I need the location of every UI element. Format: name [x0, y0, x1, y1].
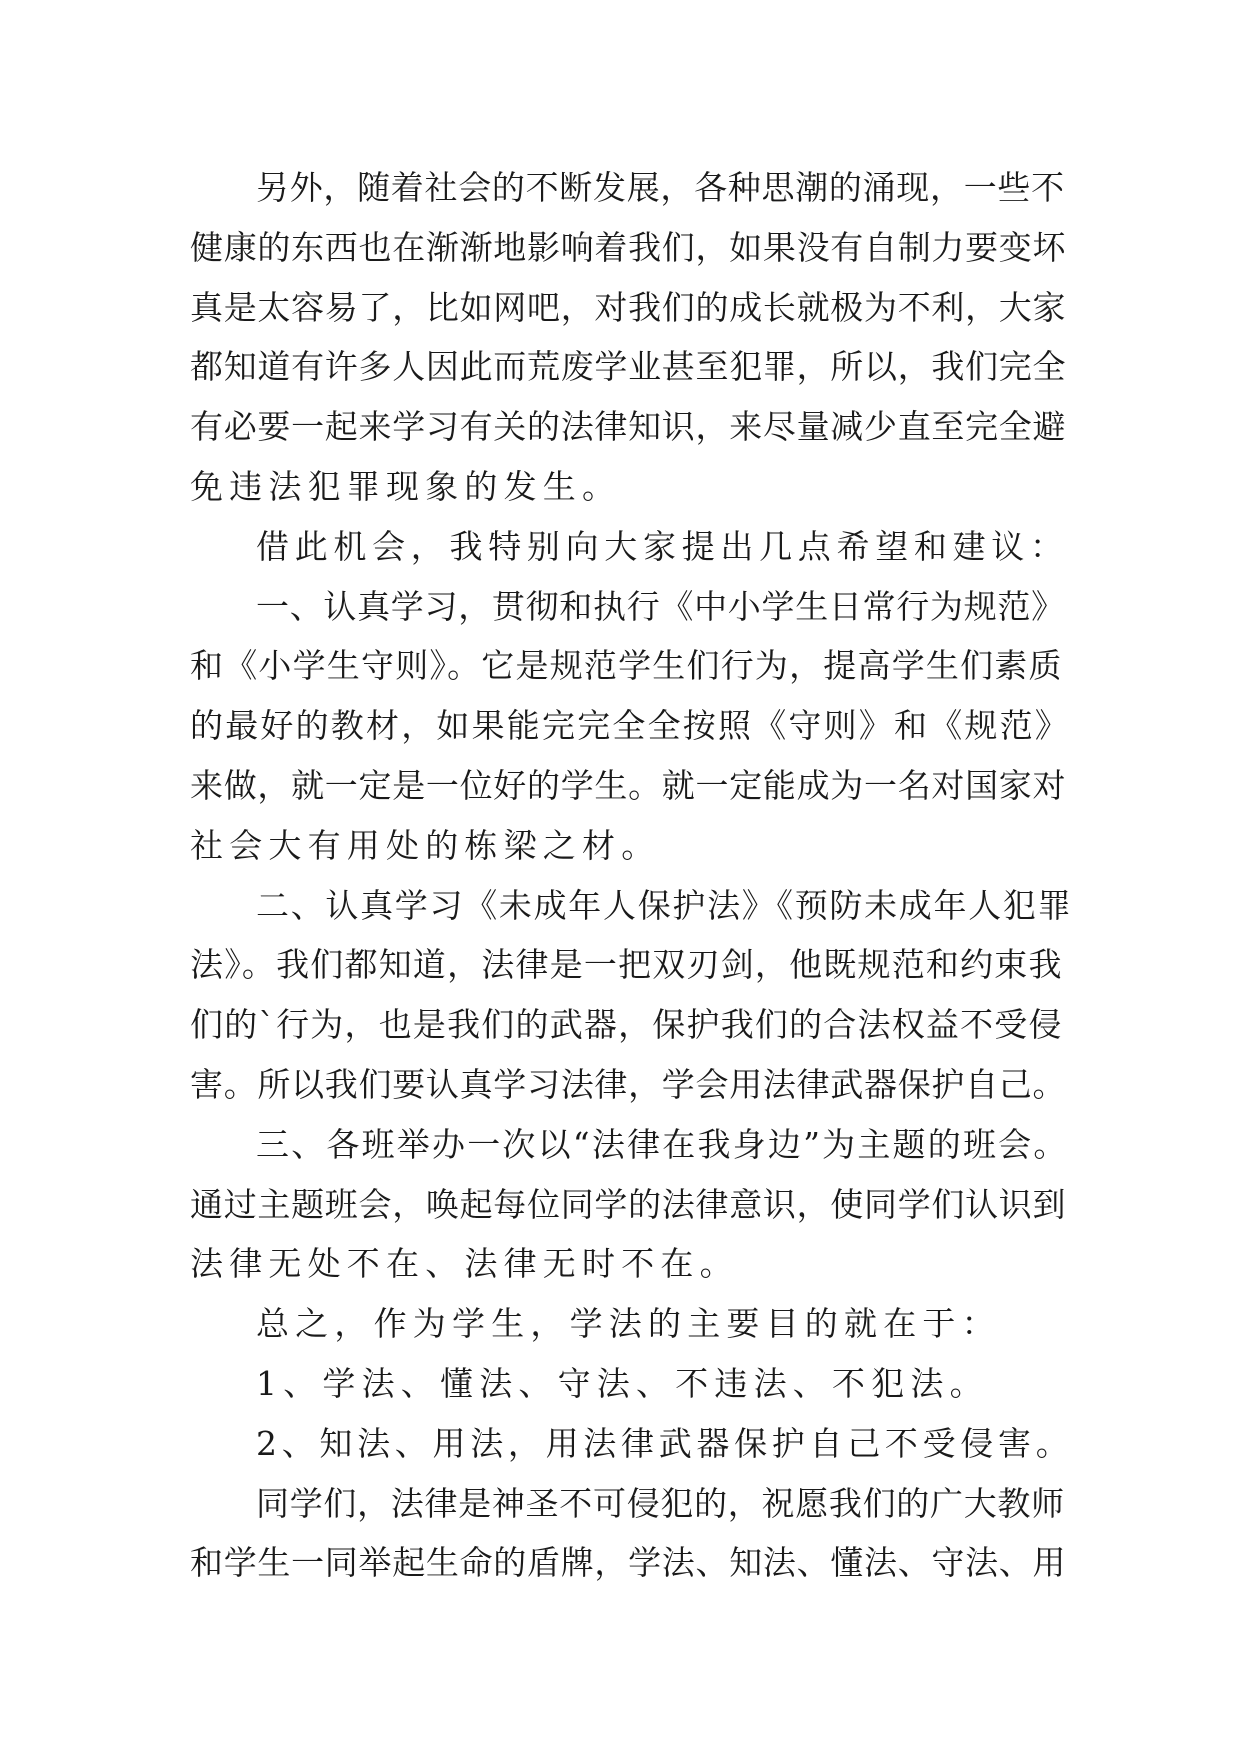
text-line: 通过主题班会，唤起每位同学的法律意识，使同学们认识到: [190, 1184, 1067, 1224]
text-line: 法》。我们都知道，法律是一把双刃剑，他既规范和约束我: [190, 945, 1063, 985]
text-line: 总之，作为学生，学法的主要目的就在于：: [256, 1304, 1001, 1344]
text-line: 免违法犯罪现象的发生。: [190, 466, 622, 506]
text-line: 害。所以我们要认真学习法律，学会用法律武器保护自己。: [190, 1064, 1067, 1104]
text-line: 法律无处不在、法律无时不在。: [190, 1244, 739, 1284]
text-line: 和学生一同举起生命的盾牌，学法、知法、懂法、守法、用: [190, 1543, 1067, 1583]
text-line: 1、学法、懂法、守法、不违法、不犯法。: [256, 1363, 989, 1403]
text-line: 社会大有用处的栋梁之材。: [190, 825, 661, 865]
document-body: [190, 158, 1075, 1593]
text-line: 一、认真学习，贯彻和执行《中小学生日常行为规范》: [256, 586, 1065, 626]
text-line: 真是太容易了，比如网吧，对我们的成长就极为不利，大家: [190, 287, 1067, 327]
text-line: 二、认真学习《未成年人保护法》《预防未成年人犯罪: [256, 885, 1073, 925]
text-line: 来做，就一定是一位好的学生。就一定能成为一名对国家对: [190, 765, 1067, 805]
text-line: 借此机会，我特别向大家提出几点希望和建议：: [256, 526, 1069, 566]
text-line: 健康的东西也在渐渐地影响着我们，如果没有自制力要变坏: [190, 227, 1067, 267]
text-line: 的最好的教材，如果能完完全全按照《守则》和《规范》: [190, 706, 1070, 746]
text-line: 有必要一起来学习有关的法律知识，来尽量减少直至完全避: [190, 407, 1067, 447]
text-line: 们的`行为，也是我们的武器，保护我们的合法权益不受侵: [190, 1005, 1063, 1045]
text-line: 另外，随着社会的不断发展，各种思潮的涌现，一些不: [256, 168, 1065, 207]
text-line: 和《小学生守则》。它是规范学生们行为，提高学生们素质: [190, 646, 1063, 686]
text-line: 同学们，法律是神圣不可侵犯的，祝愿我们的广大教师: [256, 1483, 1065, 1523]
text-line: 都知道有许多人因此而荒废学业甚至犯罪，所以，我们完全: [190, 347, 1067, 387]
text-line: 三、各班举办一次以“法律在我身边”为主题的班会。: [256, 1124, 1069, 1164]
text-line: 2、知法、用法，用法律武器保护自己不受侵害。: [256, 1423, 1074, 1463]
